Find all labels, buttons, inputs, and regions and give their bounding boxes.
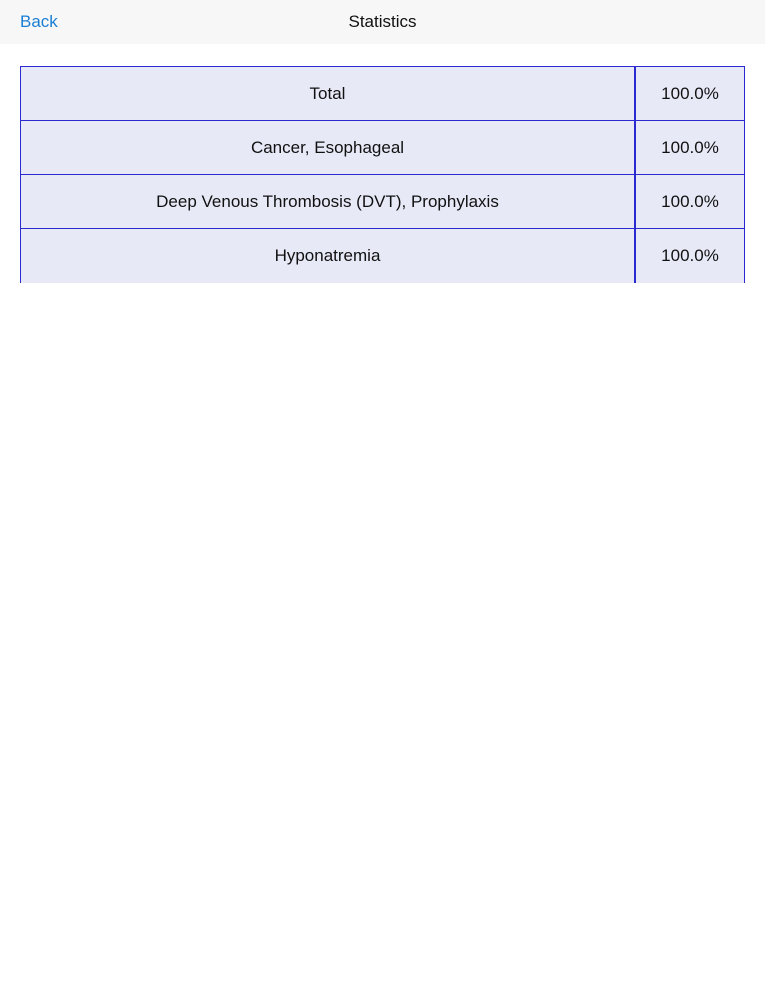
row-label: Cancer, Esophageal bbox=[21, 121, 636, 175]
row-value: 100.0% bbox=[635, 229, 745, 284]
statistics-table bbox=[20, 66, 745, 283]
row-label: Hyponatremia bbox=[21, 229, 636, 284]
table-row[interactable] bbox=[21, 121, 745, 175]
navigation-bar bbox=[0, 0, 765, 44]
table-row[interactable] bbox=[21, 229, 745, 284]
row-value: 100.0% bbox=[635, 121, 745, 175]
row-label: Deep Venous Thrombosis (DVT), Prophylaxis bbox=[21, 175, 636, 229]
back-button[interactable]: Back bbox=[20, 12, 58, 31]
row-value: 100.0% bbox=[635, 67, 745, 121]
table-row[interactable] bbox=[21, 67, 745, 121]
page-title: Statistics bbox=[348, 12, 417, 31]
row-label: Total bbox=[21, 67, 636, 121]
table-row[interactable] bbox=[21, 175, 745, 229]
row-value: 100.0% bbox=[635, 175, 745, 229]
